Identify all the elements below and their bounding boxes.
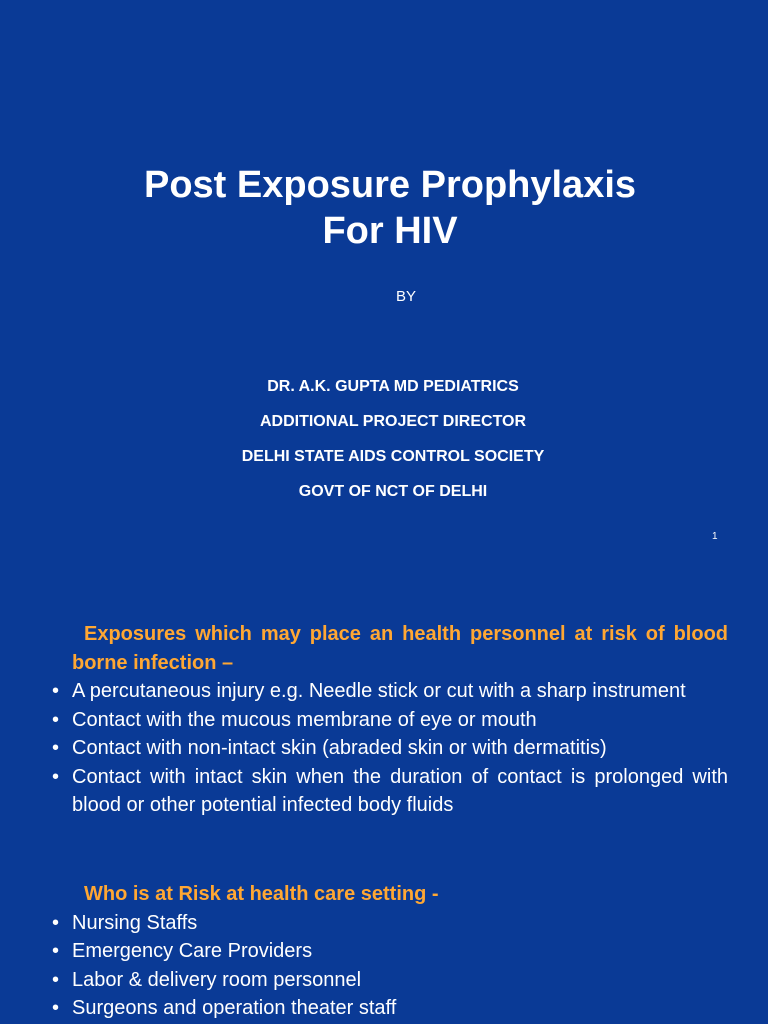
bullet-list <box>52 677 728 820</box>
list-item: • Surgeons and operation theater staff <box>52 994 728 1023</box>
author-credits <box>0 376 768 516</box>
section-heading <box>52 620 728 677</box>
list-item: • Emergency Care Providers <box>52 937 728 966</box>
section-heading-text: Exposures which may place an health personnel at risk of blood borne infection – <box>72 623 728 674</box>
slide-title <box>0 162 768 254</box>
list-item: • Contact with non-intact skin (abraded skin or with dermatitis) <box>52 734 728 763</box>
slide-2 <box>0 560 768 1024</box>
credit-line: DR. A.K. GUPTA MD PEDIATRICS <box>267 378 519 395</box>
list-item: • Contact with intact skin when the duration of contact is prolonged with blood or other potential infected body fluids <box>52 763 728 820</box>
risk-section <box>52 880 728 1023</box>
credit-line: ADDITIONAL PROJECT DIRECTOR <box>259 413 527 430</box>
credit-line: DELHI STATE AIDS CONTROL SOCIETY <box>241 448 545 465</box>
list-item: • Labor & delivery room personnel <box>52 966 728 995</box>
by-label: BY <box>395 288 416 305</box>
title-line-1: Post Exposure Prophylaxis <box>143 164 637 206</box>
section-heading <box>52 880 728 909</box>
list-item: • Nursing Staffs <box>52 909 728 938</box>
list-item: • A percutaneous injury e.g. Needle stick or cut with a sharp instrument <box>52 677 728 706</box>
title-line-2: For HIV <box>322 210 458 252</box>
bullet-list <box>52 909 728 1023</box>
exposures-section <box>52 620 728 820</box>
credit-line: GOVT OF NCT OF DELHI <box>298 483 488 500</box>
page-number: 1 <box>712 531 718 542</box>
section-heading-text: Who is at Risk at health care setting - <box>84 883 439 905</box>
list-item: • Contact with the mucous membrane of eye or mouth <box>52 706 728 735</box>
